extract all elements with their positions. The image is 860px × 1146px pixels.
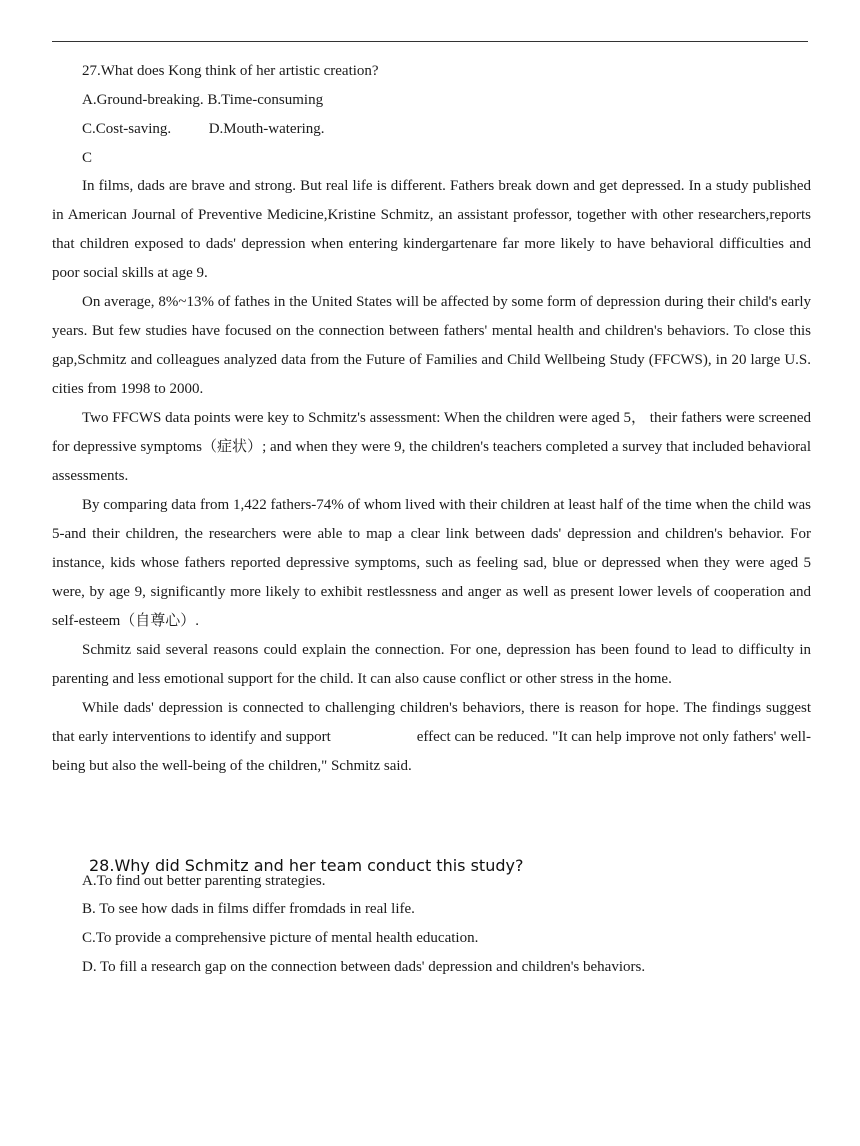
paragraph-5: Schmitz said several reasons could explain the connection. For one, depression has been found to lead to difficulty in parenting and less emotional support for the child. It can also cause conflict or other stress in the home.	[52, 642, 811, 687]
q27-options-ab: A.Ground-breaking. B.Time-consuming	[82, 92, 324, 108]
paragraph-1: In films, dads are brave and strong. But real life is different. Fathers break down and get depressed. In a study published in American Journal of Preventive Medicine,Kristine Schmitz, an assistant professor, together with other researchers,reports that children exposed to dads' depression when entering kindergartenare far more likely to have behavioral difficulties and poor social skills at age 9.	[52, 178, 811, 281]
paragraph-6	[52, 694, 811, 781]
q27-option-d: D.Mouth-watering.	[208, 121, 325, 137]
q28-option-a: A.To find out better parenting strategies.	[82, 873, 326, 889]
paragraph-4: By comparing data from 1,422 fathers-74% of whom lived with their children at least half of the time when the child was 5-and their children, the researchers were able to map a clear link between dads' depression and children's behavior. For instance, kids whose fathers reported depressive symptoms, such as feeling sad, blue or depressed when they were aged 5 were, by age 9, significantly more likely to exhibit restlessness and anger as well as present lower levels of cooperation and self-esteem（自尊心）.	[52, 497, 811, 629]
q28-question: 28.Why did Schmitz and her team conduct this study?	[89, 856, 524, 875]
paragraph-6-after-gap: effect can be reduced. "It can help improve not only fathers' well-being but also the well-being of the children," Schmitz said.	[52, 729, 811, 774]
q28-option-d: D. To fill a research gap on the connection between dads' depression and children's behaviors.	[82, 959, 646, 975]
paragraph-3: Two FFCWS data points were key to Schmitz's assessment: When the children were aged 5， their fathers were screened for depressive symptoms（症状）; and when they were 9, the children's teachers completed a survey that included behavioral assessments.	[52, 410, 811, 484]
q27-option-c: C.Cost-saving.	[82, 121, 172, 137]
paragraph-6-before-gap: While dads' depression is connected to challenging children's behaviors, there is reason for hope. The findings suggest that early interventions to identify and support	[52, 700, 811, 745]
q28-option-c: C.To provide a comprehensive picture of mental health education.	[82, 930, 479, 946]
header-rule	[52, 41, 808, 42]
q27-question: 27.What does Kong think of her artistic creation?	[82, 63, 379, 79]
q28-option-b: B. To see how dads in films differ fromdads in real life.	[82, 901, 415, 917]
paragraph-2: On average, 8%~13% of fathes in the United States will be affected by some form of depression during their child's early years. But few studies have focused on the connection between fathers' mental health and children's behaviors. To close this gap,Schmitz and colleagues analyzed data from the Future of Families and Child Wellbeing Study (FFCWS), in 20 large U.S. cities from 1998 to 2000.	[52, 294, 811, 397]
q27-options-cd	[82, 119, 325, 139]
passage	[52, 172, 811, 781]
q27-answer: C	[82, 150, 93, 166]
